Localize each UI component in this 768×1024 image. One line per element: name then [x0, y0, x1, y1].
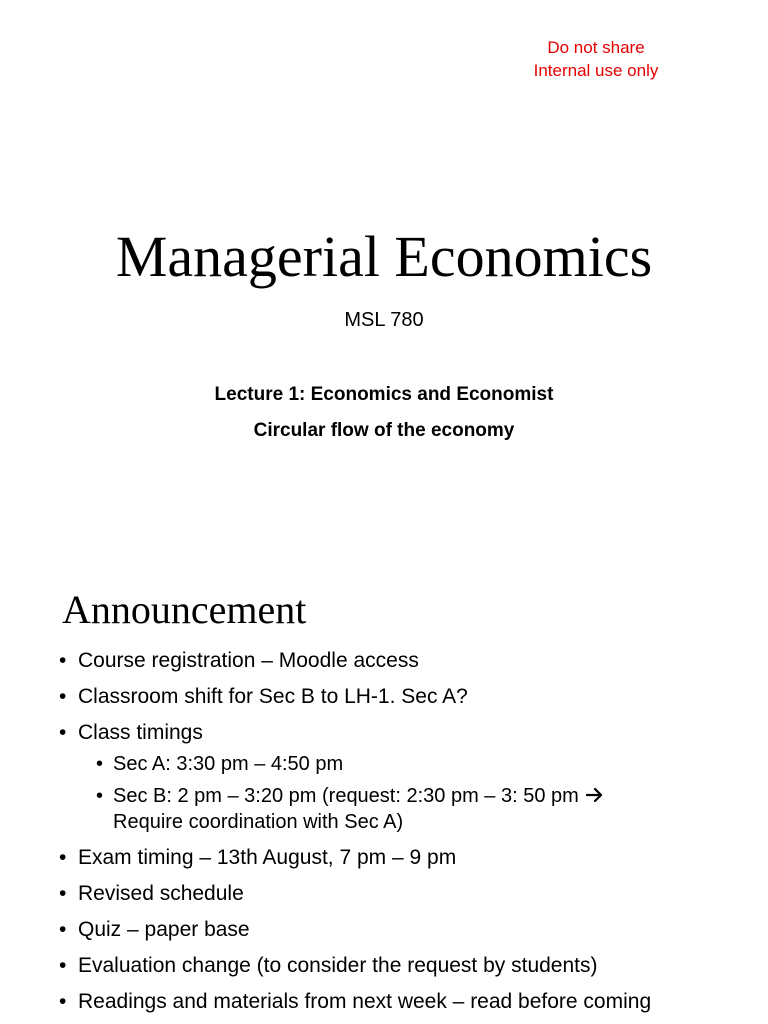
- bullet-item: • Course registration – Moodle access: [58, 648, 748, 674]
- bullet-item: • Quiz – paper base: [58, 917, 748, 943]
- sub-bullet-item: [94, 783, 748, 835]
- confidential-notice: [496, 36, 696, 82]
- confidential-line-2: Internal use only: [533, 61, 659, 80]
- bullet-item: • Revised schedule: [58, 881, 748, 907]
- announcement-title: Announcement: [62, 587, 307, 632]
- announcement-slide: [0, 576, 768, 1024]
- bullet-item: • Exam timing – 13th August, 7 pm – 9 pm: [58, 845, 748, 871]
- bullet-item: • Evaluation change (to consider the request by students): [58, 953, 748, 979]
- bullet-item: • Classroom shift for Sec B to LH-1. Sec A?: [58, 684, 748, 710]
- sub-bullet-text: Sec B: 2 pm – 3:20 pm (request: 2:30 pm – 3: 50 pm: [113, 785, 579, 807]
- sub-bullet-list: [78, 751, 748, 835]
- bullet-item: • Readings and materials from next week – read before coming: [58, 989, 748, 1015]
- lecture-title: Lecture 1: Economics and Economist: [214, 384, 554, 405]
- announcement-list: [58, 648, 748, 1024]
- sub-bullet-item: • Sec A: 3:30 pm – 4:50 pm: [94, 751, 748, 777]
- sub-bullet-continuation: Require coordination with Sec A): [113, 811, 404, 833]
- bullet-text: Class timings: [78, 721, 203, 744]
- confidential-line-1: Do not share: [547, 38, 645, 57]
- right-arrow-icon: [586, 783, 604, 809]
- slide-title: Managerial Economics: [115, 224, 653, 289]
- bullet-item-class-timings: [58, 720, 748, 835]
- lecture-info: [0, 377, 768, 449]
- lecture-subtitle: Circular flow of the economy: [253, 420, 515, 441]
- course-code: MSL 780: [344, 309, 424, 331]
